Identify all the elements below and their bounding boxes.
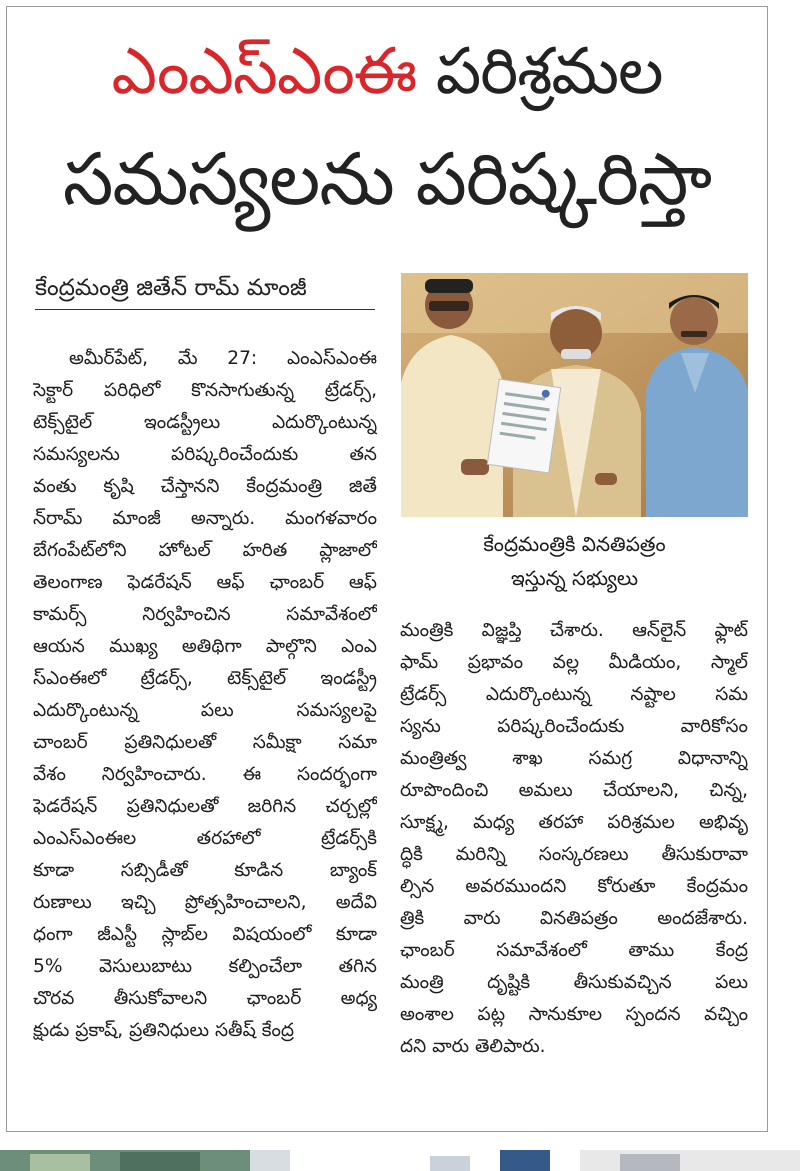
article-line: మంత్రికి విజ్ఞప్తి చేశారు. ఆన్‌లైన్ ఫ్లాట్	[400, 620, 748, 641]
article-line: రూపొందించి అమలు చేయాలని, చిన్న,	[400, 780, 748, 801]
article-line: తెలంగాణ ఫెడరేషన్ ఆఫ్ ఛాంబర్ ఆఫ్	[33, 572, 377, 593]
article-line: సమస్యలను పరిష్కరించేందుకు తన	[33, 444, 377, 465]
article-line: స్యను పరిష్కరించేందుకు వారికోసం	[400, 716, 748, 737]
article-line: క్షుడు ప్రకాష్, ప్రతినిధులు సతీష్ కేంద్ర	[33, 1020, 295, 1041]
article-line: ఫామ్ ప్రభావం వల్ల మీడియం, స్మాల్	[400, 652, 748, 673]
caption-line-2: ఇస్తున్న సభ్యులు	[510, 566, 639, 590]
article-line: మంత్రి దృష్టికి తీసుకువచ్చిన పలు	[400, 972, 748, 993]
article-column-left	[33, 343, 377, 1047]
article-line: చొరవ తీసుకోవాలని ఛాంబర్ అధ్య	[33, 988, 377, 1009]
article-line: ఆయన ముఖ్య అతిథిగా పాల్గొని ఎంఎ	[33, 636, 377, 657]
article-line: త్రికి వారు వినతిపత్రం అందజేశారు.	[400, 908, 748, 929]
article-line: స్ఎంఈలో ట్రేడర్స్, టెక్స్‌టైల్ ఇండస్ట్రీ	[33, 668, 377, 689]
article-column-right	[400, 615, 748, 1063]
article-line: సూక్ష్మ, మధ్య తరహా పరిశ్రమల అభివృ	[400, 812, 748, 833]
caption-line-1: కేంద్రమంత్రికి వినతిపత్రం	[483, 532, 666, 556]
article-line: దని వారు తెలిపారు.	[400, 1036, 546, 1057]
article-line: అంశాల పట్ల సానుకూల స్పందన వచ్చిం	[400, 1004, 748, 1025]
article-line: 5% వెసులుబాటు కల్పించేలా తగిన	[33, 956, 377, 977]
news-clipping	[6, 6, 768, 1132]
article-line: ఫెడరేషన్ ప్రతినిధులతో జరిగిన చర్చల్లో	[33, 796, 377, 817]
article-line: బేగంపేట్‌లోని హోటల్ హరిత ప్లాజాలో	[33, 540, 377, 561]
article-line: కామర్స్ నిర్వహించిన సమావేశంలో	[33, 604, 377, 625]
article-line: ట్రేడర్స్ ఎదుర్కొంటున్న నష్టాల సమ	[400, 684, 748, 705]
article-line: సెక్టార్ పరిధిలో కొనసాగుతున్న ట్రేడర్స్,	[33, 380, 377, 401]
article-line: టెక్స్‌టైల్ ఇండస్ట్రీలు ఎదుర్కొంటున్న	[33, 412, 377, 433]
article-line: వంతు కృషి చేస్తానని కేంద్రమంత్రి జితే	[33, 476, 377, 497]
article-line: ఛాంబర్ సమావేశంలో తాము కేంద్ర	[400, 940, 748, 961]
article-line: న్‌రామ్ మాంజీ అన్నారు. మంగళవారం	[33, 508, 377, 529]
headline-highlight: ఎంఎస్ఎంఈ	[111, 35, 417, 109]
document-icon	[487, 379, 560, 473]
byline: కేంద్రమంత్రి జితేన్ రామ్ మాంజీ	[35, 273, 375, 310]
news-photo	[401, 273, 748, 517]
article-line: ఎంఎస్ఎంఈల తరహాలో ట్రేడర్స్‌కి	[33, 828, 377, 849]
article-line: అమీర్‌పేట్, మే 27: ఎంఎస్ఎంఈ	[69, 348, 377, 369]
article-line: ఎదుర్కొంటున్న పలు సమస్యలపై	[33, 700, 377, 721]
article-line: మంత్రిత్వ శాఖ సమగ్ర విధానాన్ని	[400, 748, 748, 769]
photo-caption	[401, 527, 748, 595]
article-line: రుణాలు ఇచ్చి ప్రోత్సహించాలని, అదేవి	[33, 892, 377, 913]
headline-line-1	[7, 31, 767, 113]
article-line: ల్సిన అవరముందని కోరుతూ కేంద్రమం	[400, 876, 748, 897]
next-clipping-strip	[0, 1150, 800, 1171]
article-line: వేశం నిర్వహించారు. ఈ సందర్భంగా	[33, 764, 377, 785]
article-line: ద్ధికి మరిన్ని సంస్కరణలు తీసుకురావా	[400, 844, 748, 865]
headline-line-2: సమస్యలను పరిష్కరిస్తా	[62, 137, 712, 221]
article-line: కూడా సబ్సిడీతో కూడిన బ్యాంక్	[33, 860, 377, 881]
article-line: ధంగా జీఎస్టీ స్లాబ్‌ల విషయంలో కూడా	[33, 924, 377, 945]
article-line: చాంబర్ ప్రతినిధులతో సమీక్షా సమా	[33, 732, 377, 753]
headline-rest: పరిశ్రమల	[416, 35, 663, 109]
